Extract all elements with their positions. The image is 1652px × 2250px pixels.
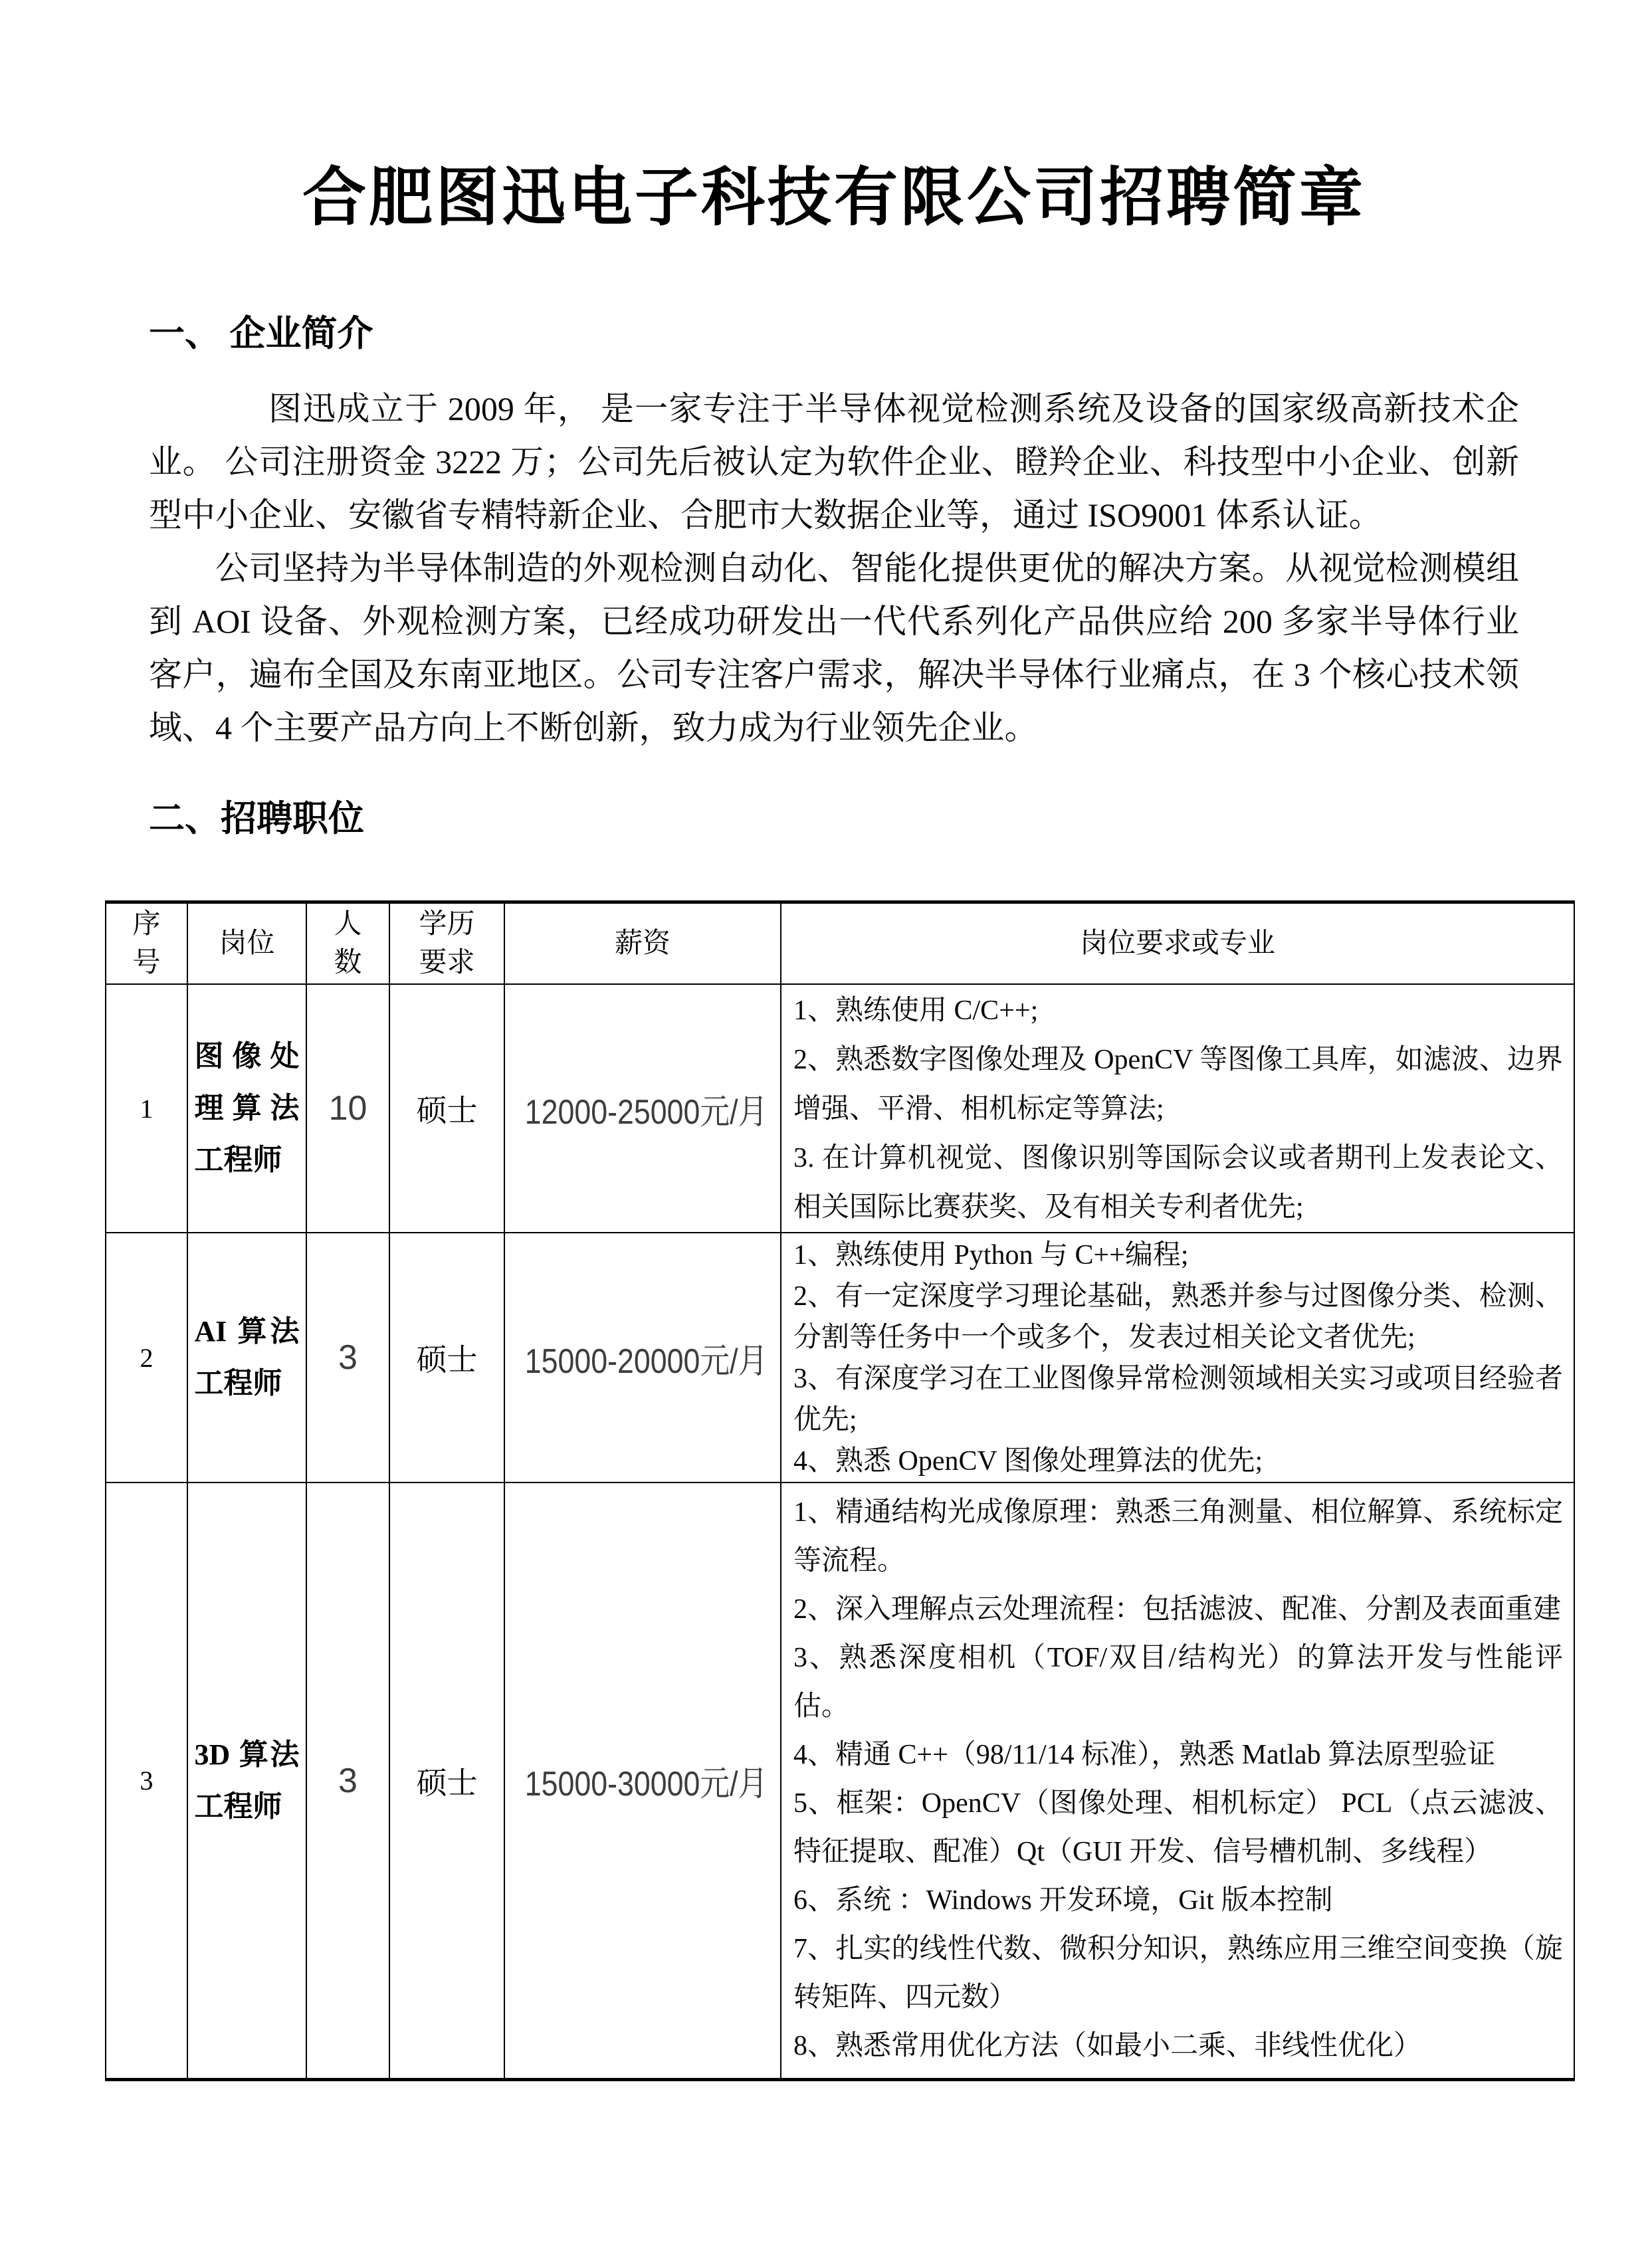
job-row-1 [106, 984, 1574, 1233]
column-header-4: 薪资 [504, 902, 781, 985]
requirement-item: 3、有深度学习在工业图像异常检测领域相关实习或项目经验者优先; [793, 1364, 1563, 1435]
cell-headcount [306, 1483, 389, 2080]
cell-index: 2 [106, 1233, 187, 1483]
requirement-item: 2、熟悉数字图像处理及 OpenCV 等图像工具库，如滤波、边界增强、平滑、相机标定等算法; [793, 1045, 1563, 1124]
headcount-value: 10 [328, 1089, 367, 1128]
section-heading-positions: 二、招聘职位 [149, 799, 364, 839]
company-intro-paragraph-1: 图迅成立于 2009 年， 是一家专注于半导体视觉检测系统及设备的国家级高新技术企业。 公司注册资金 3222 万；公司先后被认定为软件企业、瞪羚企业、科技型中小企业、创新型中小企业、安徽省专精特新企业、合肥市大数据企业等，通过 ISO9001 体系认证。 [149, 390, 1519, 534]
cell-salary [504, 1483, 781, 2080]
section-heading-company-intro: 一、 企业简介 [149, 314, 373, 354]
page-title: 合肥图迅电子科技有限公司招聘简章 [302, 162, 1366, 233]
requirement-item: 1、精通结构光成像原理：熟悉三角测量、相位解算、系统标定等流程。 [793, 1497, 1563, 1576]
requirement-item: 8、熟悉常用优化方法（如最小二乘、非线性优化） [793, 2031, 1422, 2061]
position-name: AI 算法工程师 [194, 1315, 300, 1399]
cell-education: 硕士 [389, 1233, 504, 1483]
headcount-value: 3 [338, 1761, 358, 1800]
cell-salary [504, 1233, 781, 1483]
table-header-row [106, 902, 1574, 985]
table-body [106, 984, 1574, 2080]
cell-requirements [781, 984, 1574, 1233]
job-row-2 [106, 1233, 1574, 1483]
position-name: 图像处理算法工程师 [194, 1040, 300, 1176]
requirement-item: 5、框架：OpenCV（图像处理、相机标定） PCL（点云滤波、特征提取、配准）Qt（GUI 开发、信号槽机制、多线程） [793, 1788, 1563, 1867]
requirement-item: 6、系统 ：Windows 开发环境，Git 版本控制 [793, 1885, 1333, 1916]
column-header-3: 学历要求 [389, 902, 504, 985]
requirement-item: 7、扎实的线性代数、微积分知识，熟练应用三维空间变换（旋转矩阵、四元数） [793, 1934, 1563, 2013]
cell-index: 1 [106, 984, 187, 1233]
column-header-5: 岗位要求或专业 [781, 902, 1574, 985]
requirement-item: 1、熟练使用 C/C++; [793, 995, 1039, 1026]
document-body [149, 152, 1519, 847]
column-header-1: 岗位 [187, 902, 306, 985]
cell-requirements [781, 1233, 1574, 1483]
cell-education: 硕士 [389, 1483, 504, 2080]
salary-range: 12000-25000元/月 [524, 1092, 768, 1132]
job-positions-table [105, 900, 1575, 2081]
requirement-item: 2、有一定深度学习理论基础，熟悉并参与过图像分类、检测、分割等任务中一个或多个，发表过相关论文者优先; [793, 1281, 1563, 1353]
requirement-item: 4、熟悉 OpenCV 图像处理算法的优先; [793, 1446, 1263, 1477]
salary-range: 15000-30000元/月 [524, 1765, 768, 1803]
column-header-0: 序号 [106, 902, 187, 985]
cell-headcount [306, 984, 389, 1233]
headcount-value: 3 [338, 1338, 358, 1377]
cell-position [187, 1483, 306, 2080]
requirement-item: 3. 在计算机视觉、图像识别等国际会议或者期刊上发表论文、相关国际比赛获奖、及有相关专利者优先; [793, 1143, 1563, 1223]
requirement-item: 2、深入理解点云处理流程：包括滤波、配准、分割及表面重建 [793, 1594, 1562, 1625]
column-header-2: 人数 [306, 902, 389, 985]
company-intro-paragraph-2: 公司坚持为半导体制造的外观检测自动化、智能化提供更优的解决方案。从视觉检测模组到 AOI 设备、外观检测方案，已经成功研发出一代代系列化产品供应给 200 多家半导体行业客户，遍布全国及东南亚地区。公司专注客户需求，解决半导体行业痛点，在 3 个核心技术领域、4 个主要产品方向上不断创新，致力成为行业领先企业。 [149, 550, 1519, 746]
cell-position [187, 1233, 306, 1483]
job-row-3 [106, 1483, 1574, 2080]
cell-index: 3 [106, 1483, 187, 2080]
position-name: 3D 算法工程师 [194, 1738, 300, 1823]
cell-salary [504, 984, 781, 1233]
requirement-item: 1、熟练使用 Python 与 C++编程; [793, 1240, 1189, 1271]
cell-position [187, 984, 306, 1233]
requirement-item: 3、熟悉深度相机（TOF/双目/结构光）的算法开发与性能评估。 [793, 1643, 1563, 1722]
cell-headcount [306, 1233, 389, 1483]
cell-requirements [781, 1483, 1574, 2080]
salary-range: 15000-20000元/月 [524, 1342, 768, 1381]
cell-education: 硕士 [389, 984, 504, 1233]
requirement-item: 4、精通 C++（98/11/14 标准），熟悉 Matlab 算法原型验证 [793, 1740, 1496, 1770]
